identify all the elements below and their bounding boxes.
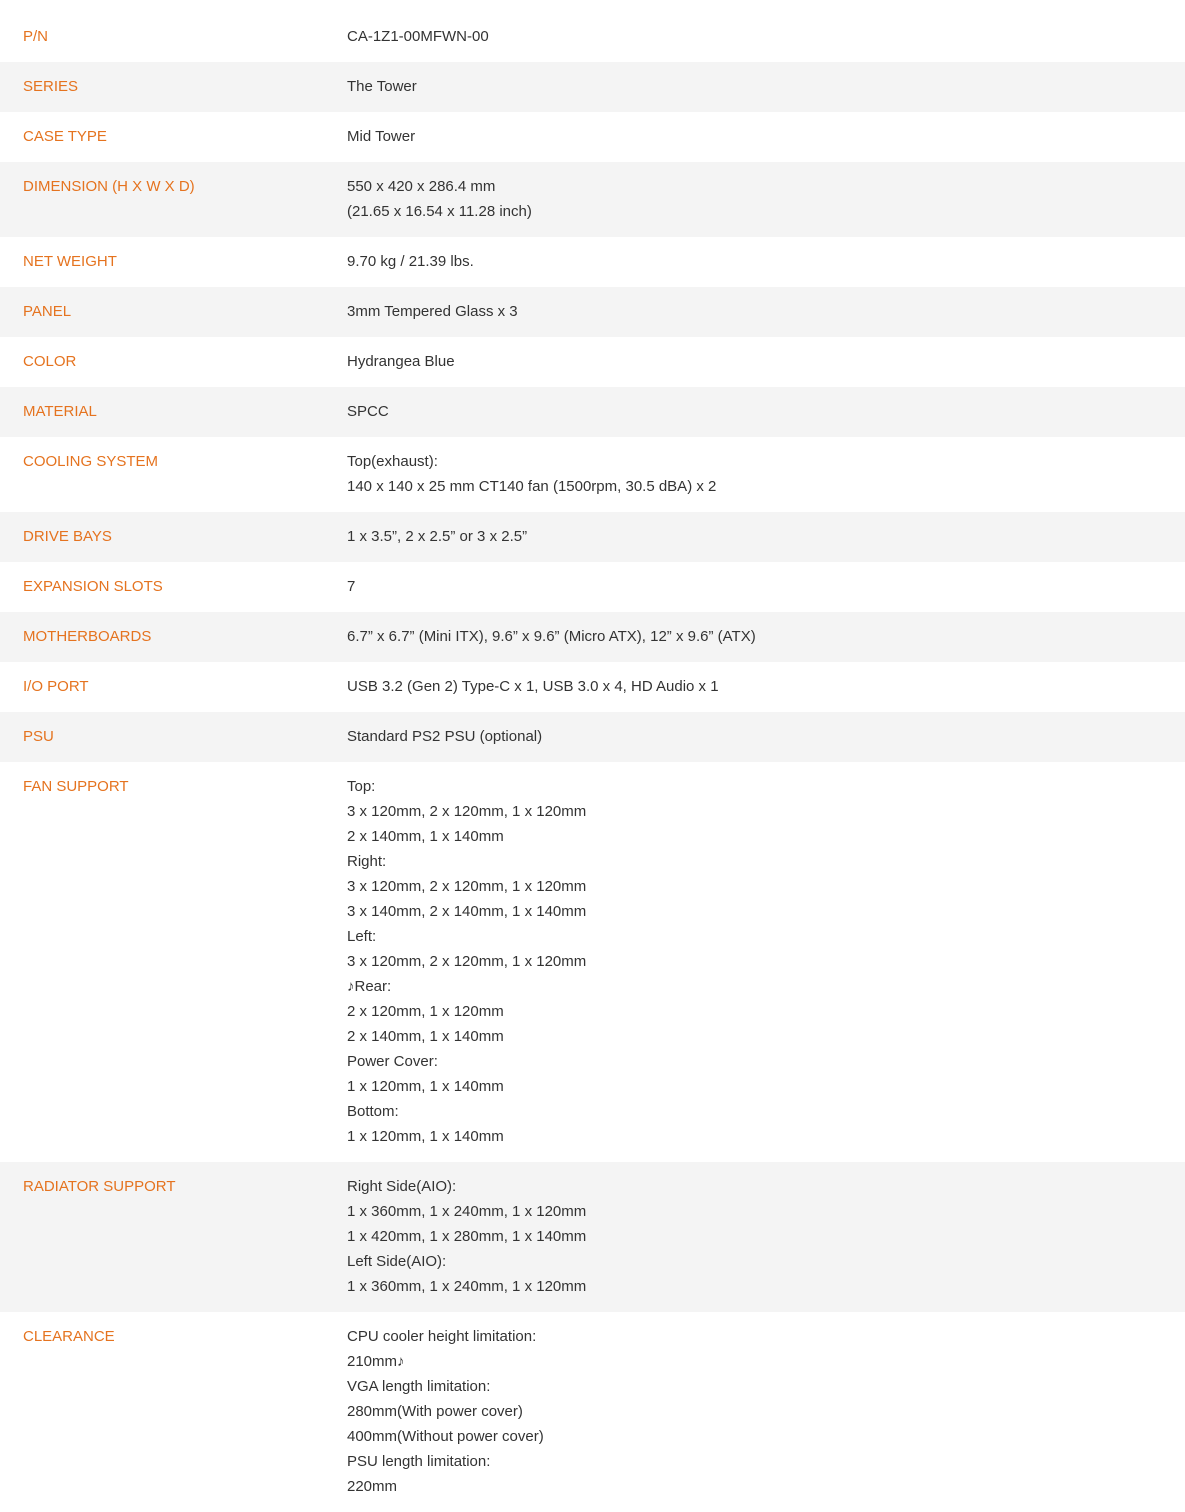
spec-value-line: 1 x 120mm, 1 x 140mm <box>347 1078 504 1095</box>
spec-value-line: (21.65 x 16.54 x 11.28 inch) <box>347 203 532 220</box>
spec-value <box>347 724 1185 749</box>
spec-label: MATERIAL <box>23 403 97 420</box>
spec-row <box>0 287 1185 337</box>
spec-value-line: The Tower <box>347 78 417 95</box>
spec-value <box>347 1324 1185 1499</box>
spec-value-line: PSU length limitation: <box>347 1453 491 1470</box>
spec-value-line: 3 x 120mm, 2 x 120mm, 1 x 120mm <box>347 803 587 820</box>
spec-value <box>347 774 1185 1149</box>
spec-value-line: 140 x 140 x 25 mm CT140 fan (1500rpm, 30.5 dBA) x 2 <box>347 478 717 495</box>
spec-value-line: Right Side(AIO): <box>347 1178 457 1195</box>
spec-value-line: 1 x 360mm, 1 x 240mm, 1 x 120mm <box>347 1278 587 1295</box>
spec-label: CASE TYPE <box>23 128 107 145</box>
spec-value-line: 3 x 120mm, 2 x 120mm, 1 x 120mm <box>347 953 587 970</box>
spec-value-line: 3 x 120mm, 2 x 120mm, 1 x 120mm <box>347 878 587 895</box>
spec-value-line: 1 x 420mm, 1 x 280mm, 1 x 140mm <box>347 1228 587 1245</box>
spec-value-line: Power Cover: <box>347 1053 438 1070</box>
spec-value <box>347 624 1185 649</box>
spec-row <box>0 712 1185 762</box>
spec-row <box>0 437 1185 512</box>
spec-value <box>347 299 1185 324</box>
spec-value-line: Left Side(AIO): <box>347 1253 447 1270</box>
spec-label: MOTHERBOARDS <box>23 628 152 645</box>
spec-value <box>347 349 1185 374</box>
spec-value <box>347 124 1185 149</box>
spec-value-line: Hydrangea Blue <box>347 353 455 370</box>
spec-value-line: Left: <box>347 928 377 945</box>
spec-value-line: Top(exhaust): <box>347 453 438 470</box>
spec-label: COLOR <box>23 353 77 370</box>
spec-value-line: 7 <box>347 578 356 595</box>
spec-value-line: 3 x 140mm, 2 x 140mm, 1 x 140mm <box>347 903 587 920</box>
spec-value-line: 210mm♪ <box>347 1353 405 1370</box>
spec-label: PSU <box>23 728 54 745</box>
spec-value-line: Right: <box>347 853 387 870</box>
spec-row <box>0 662 1185 712</box>
spec-row <box>0 237 1185 287</box>
spec-row <box>0 612 1185 662</box>
spec-value <box>347 24 1185 49</box>
spec-row <box>0 562 1185 612</box>
spec-row <box>0 512 1185 562</box>
spec-row <box>0 387 1185 437</box>
spec-row <box>0 762 1185 1162</box>
spec-value-line: CA-1Z1-00MFWN-00 <box>347 28 489 45</box>
spec-row <box>0 162 1185 237</box>
spec-value <box>347 574 1185 599</box>
spec-value <box>347 674 1185 699</box>
spec-value-line: CPU cooler height limitation: <box>347 1328 537 1345</box>
spec-label: PANEL <box>23 303 72 320</box>
spec-value-line: 2 x 140mm, 1 x 140mm <box>347 1028 504 1045</box>
spec-row <box>0 337 1185 387</box>
spec-value-line: 2 x 140mm, 1 x 140mm <box>347 828 504 845</box>
spec-row <box>0 112 1185 162</box>
spec-value-line: 550 x 420 x 286.4 mm <box>347 178 496 195</box>
spec-value-line: SPCC <box>347 403 389 420</box>
spec-value-line: USB 3.2 (Gen 2) Type-C x 1, USB 3.0 x 4, HD Audio x 1 <box>347 678 719 695</box>
spec-row <box>0 12 1185 62</box>
spec-value-line: 2 x 120mm, 1 x 120mm <box>347 1003 504 1020</box>
spec-row <box>0 62 1185 112</box>
spec-value-line: ♪Rear: <box>347 978 392 995</box>
spec-value-line: 220mm <box>347 1478 398 1495</box>
spec-row <box>0 1162 1185 1312</box>
spec-value-line: 1 x 120mm, 1 x 140mm <box>347 1128 504 1145</box>
spec-value-line: VGA length limitation: <box>347 1378 491 1395</box>
spec-row <box>0 1312 1185 1512</box>
spec-value <box>347 399 1185 424</box>
spec-label: DRIVE BAYS <box>23 528 112 545</box>
spec-value-line: 9.70 kg / 21.39 lbs. <box>347 253 474 270</box>
spec-value-line: Top: <box>347 778 376 795</box>
spec-label: CLEARANCE <box>23 1328 115 1345</box>
spec-label: SERIES <box>23 78 79 95</box>
spec-label: DIMENSION (H X W X D) <box>23 178 195 195</box>
spec-label: FAN SUPPORT <box>23 778 129 795</box>
spec-value-line: 6.7” x 6.7” (Mini ITX), 9.6” x 9.6” (Micro ATX), 12” x 9.6” (ATX) <box>347 628 756 645</box>
spec-label: EXPANSION SLOTS <box>23 578 163 595</box>
spec-value-line: 400mm(Without power cover) <box>347 1428 544 1445</box>
spec-value-line: 1 x 360mm, 1 x 240mm, 1 x 120mm <box>347 1203 587 1220</box>
spec-label: NET WEIGHT <box>23 253 117 270</box>
spec-value <box>347 1174 1185 1299</box>
spec-value-line: Bottom: <box>347 1103 399 1120</box>
spec-value <box>347 74 1185 99</box>
spec-value <box>347 174 1185 224</box>
spec-value <box>347 524 1185 549</box>
spec-label: COOLING SYSTEM <box>23 453 159 470</box>
spec-label: RADIATOR SUPPORT <box>23 1178 176 1195</box>
spec-value-line: 3mm Tempered Glass x 3 <box>347 303 518 320</box>
spec-value-line: 1 x 3.5”, 2 x 2.5” or 3 x 2.5” <box>347 528 528 545</box>
spec-label: P/N <box>23 28 49 45</box>
spec-value-line: 280mm(With power cover) <box>347 1403 523 1420</box>
spec-value-line: Standard PS2 PSU (optional) <box>347 728 543 745</box>
spec-value <box>347 249 1185 274</box>
spec-label: I/O PORT <box>23 678 89 695</box>
spec-value-line: Mid Tower <box>347 128 416 145</box>
spec-value <box>347 449 1185 499</box>
